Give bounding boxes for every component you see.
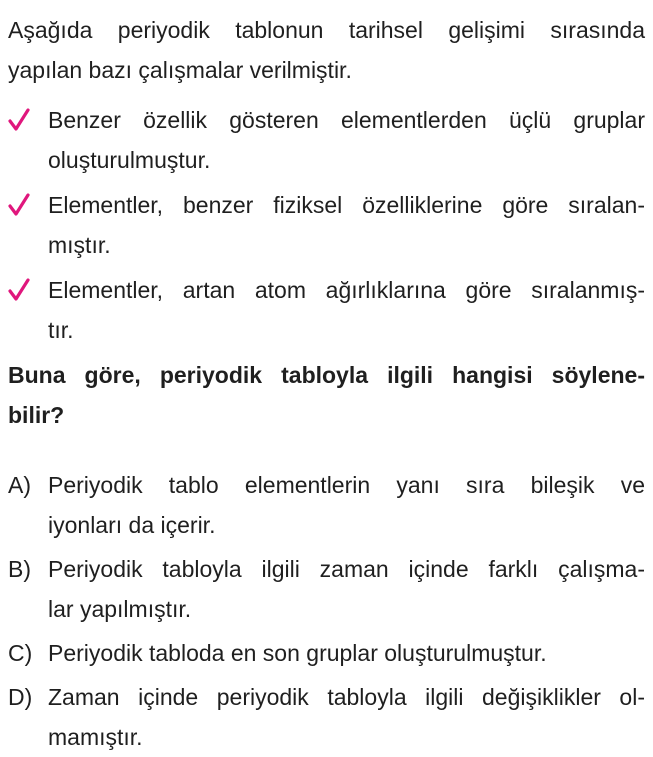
option-b[interactable] [8, 549, 645, 629]
option-a-line-2: iyonları da içerir. [48, 512, 216, 538]
statement-3-line-1: Elementler, artan atom ağırlıklarına göre sıralanmış- [48, 277, 645, 303]
option-letter: B) [8, 556, 31, 582]
option-letter: C) [8, 640, 33, 666]
intro-line-1: Aşağıda periyodik tablonun tarihsel gelişimi sırasında [8, 17, 645, 43]
question-text [8, 355, 645, 435]
check-mark-icon [8, 108, 30, 132]
intro-text [8, 10, 645, 90]
option-d[interactable] [8, 677, 645, 757]
statement-1-line-2: oluşturulmuştur. [48, 147, 211, 173]
option-a[interactable] [8, 465, 645, 545]
statement-2-line-2: mıştır. [48, 232, 111, 258]
question-line-2: bilir? [8, 402, 65, 428]
option-letter: A) [8, 472, 31, 498]
option-d-line-1: Zaman içinde periyodik tabloyla ilgili değişiklikler ol- [48, 684, 645, 710]
check-mark-icon [8, 278, 30, 302]
option-d-line-2: mamıştır. [48, 724, 143, 750]
option-letter: D) [8, 684, 33, 710]
statement-3-line-2: tır. [48, 317, 74, 343]
statement-1-line-1: Benzer özellik gösteren elementlerden üçlü gruplar [48, 107, 645, 133]
intro-line-2: yapılan bazı çalışmalar verilmiştir. [8, 57, 352, 83]
option-a-line-1: Periyodik tablo elementlerin yanı sıra bileşik ve [48, 472, 645, 498]
question-line-1: Buna göre, periyodik tabloyla ilgili hangisi söylene- [8, 362, 645, 388]
check-mark-icon [8, 193, 30, 217]
statement-2-line-1: Elementler, benzer fiziksel özelliklerine göre sıralan- [48, 192, 645, 218]
option-c[interactable] [8, 633, 645, 673]
option-b-line-1: Periyodik tabloyla ilgili zaman içinde farklı çalışma- [48, 556, 645, 582]
option-c-line-1: Periyodik tabloda en son gruplar oluşturulmuştur. [48, 640, 547, 666]
option-b-line-2: lar yapılmıştır. [48, 596, 192, 622]
statement-2 [8, 185, 645, 265]
statement-1 [8, 100, 645, 180]
statement-3 [8, 270, 645, 350]
